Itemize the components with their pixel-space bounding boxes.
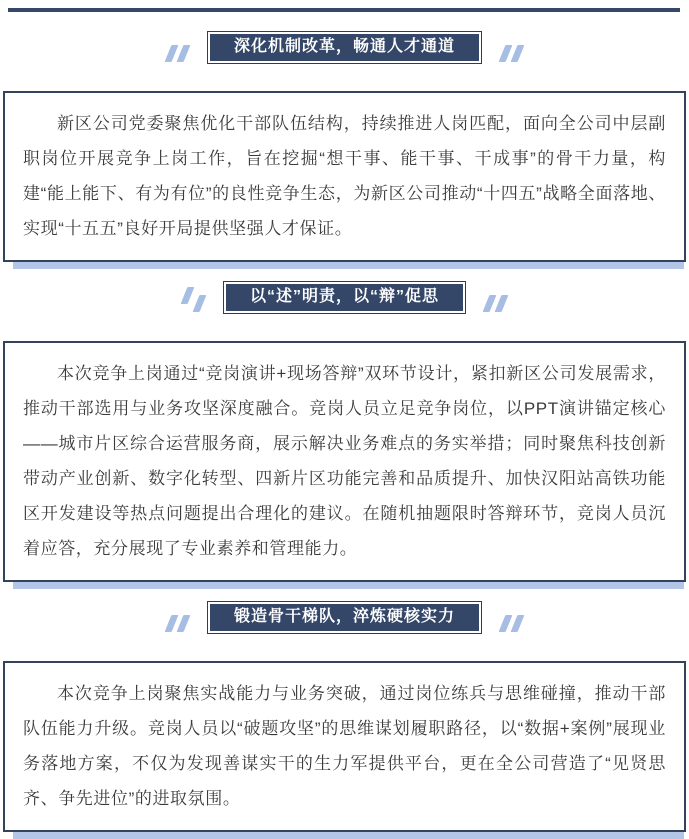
quote-left-icon [168, 45, 187, 62]
section-header [0, 601, 689, 634]
quote-right-icon [502, 615, 521, 632]
section-title: 以“述”明责，以“辩”促思 [226, 284, 463, 311]
article-page [0, 8, 689, 808]
quote-left-icon [184, 295, 203, 312]
section-body-card [3, 661, 686, 832]
section-body-card [3, 341, 686, 582]
section-paragraph: 本次竞争上岗聚焦实战能力与业务突破，通过岗位练兵与思维碰撞，推动干部队伍能力升级。竞岗人员以“破题攻坚”的思维谋划履职路径，以“数据+案例”展现业务落地方案，不仅为发现善谋实干的生力军提供平台，更在全公司营造了“见贤思齐、争先进位”的进取氛围。 [23, 684, 666, 808]
section-backbone-team [0, 601, 689, 832]
quote-right-icon [486, 295, 505, 312]
section-paragraph: 本次竞争上岗通过“竞岗演讲+现场答辩”双环节设计，紧扣新区公司发展需求，推动干部选用与业务攻坚深度融合。竞岗人员立足竞争岗位，以PPT演讲锚定核心——城市片区综合运营服务商，展示解决业务难点的务实举措；同时聚焦科技创新带动产业创新、数字化转型、四新片区功能完善和品质提升、加快汉阳站高铁功能区开发建设等热点问题提出合理化的建议。在随机抽题限时答辩环节，竞岗人员沉着应答，充分展现了专业素养和管理能力。 [23, 364, 666, 558]
quote-right-icon [502, 45, 521, 62]
section-reform [0, 31, 689, 262]
section-paragraph: 新区公司党委聚焦优化干部队伍结构，持续推进人岗匹配，面向全公司中层副职岗位开展竞争上岗工作，旨在挖掘“想干事、能干事、干成事”的骨干力量，构建“能上能下、有为有位”的良性竞争生态，为新区公司推动“十四五”战略全面落地、实现“十五五”良好开局提供坚强人才保证。 [23, 114, 666, 238]
section-title: 锻造骨干梯队，淬炼硬核实力 [210, 604, 479, 631]
section-title-banner [223, 281, 466, 314]
section-body-card [3, 91, 686, 262]
top-divider-bar [8, 8, 680, 12]
section-title: 深化机制改革，畅通人才通道 [210, 34, 479, 61]
section-title-banner [207, 601, 482, 634]
section-title-banner [207, 31, 482, 64]
quote-left-icon [168, 615, 187, 632]
section-header [0, 31, 689, 64]
section-header [0, 281, 689, 314]
section-speech-debate [0, 281, 689, 582]
